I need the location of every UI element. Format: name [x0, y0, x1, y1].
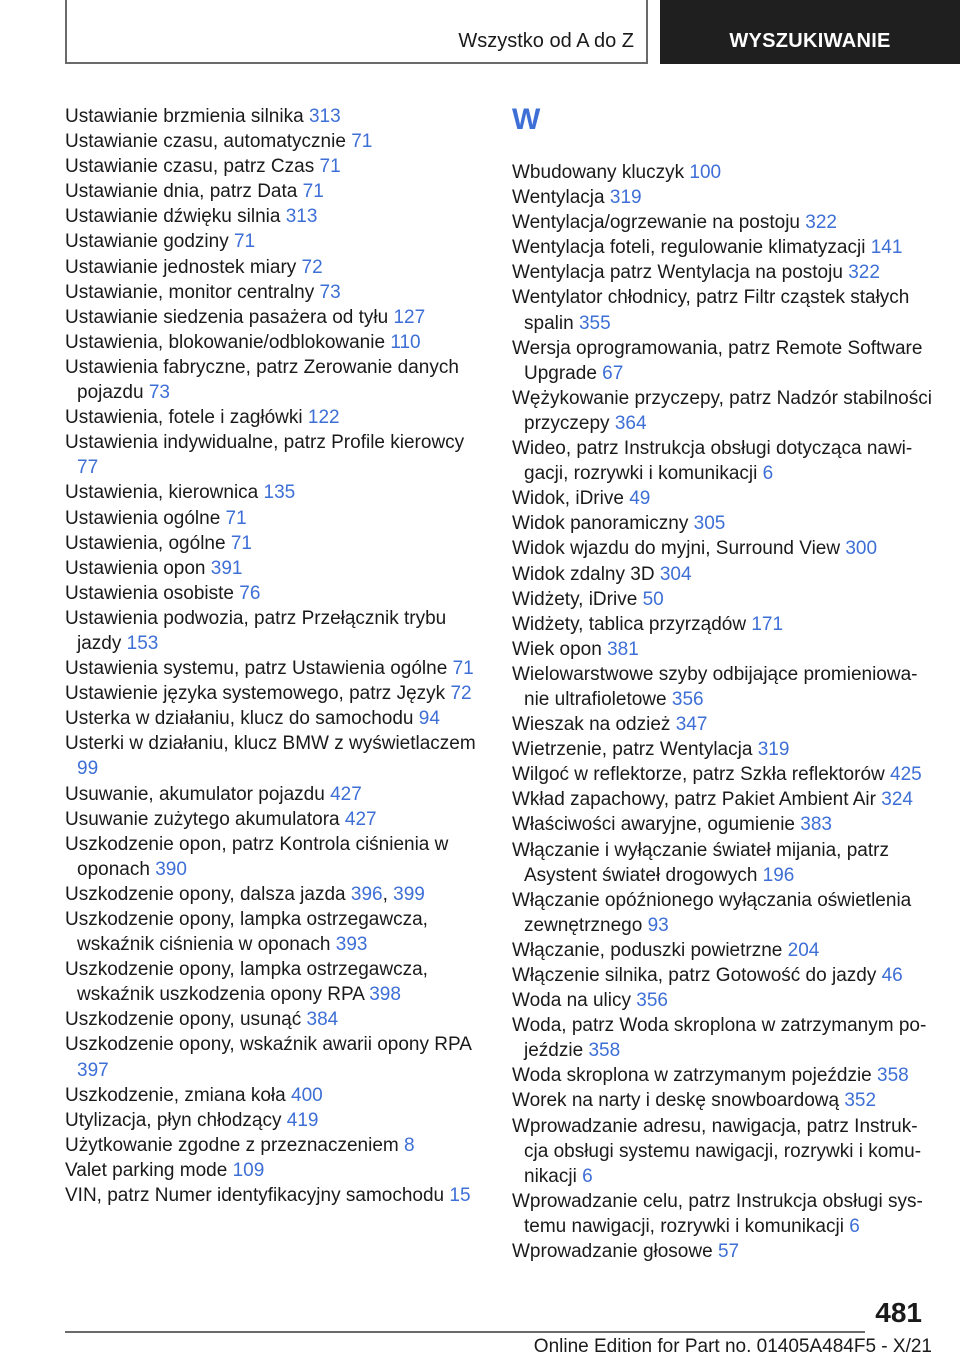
entry-term: Ustawianie dnia, patrz Data [65, 181, 298, 203]
page-reference-link[interactable]: 396 [350, 883, 383, 905]
entry-term: Wentylacja [512, 187, 605, 209]
entry-term: Wideo, patrz Instrukcja obsługi dotycząca nawigacji, rozrywki i komunikacji [512, 438, 913, 485]
page-reference-link[interactable]: 313 [308, 106, 341, 127]
entry-term: Uszkodzenie opony, lampka ostrzegawcza, wskaźnik uszkodzenia opony RPA [65, 959, 428, 1006]
entry-term: Ustawianie, monitor centralny [65, 281, 315, 303]
page-reference-link[interactable]: 93 [647, 914, 669, 936]
page-reference-link[interactable]: 122 [307, 407, 340, 429]
entry-term: Woda, patrz Woda skroplona w zatrzymanym pojeździe [512, 1015, 927, 1062]
page-reference-link[interactable]: 99 [77, 758, 99, 780]
page-reference-link[interactable]: 8 [404, 1134, 415, 1156]
footer-edition: Online Edition for Part no. 01405A484F5 - X/21 [533, 1336, 932, 1357]
index-column-left [65, 104, 477, 1208]
page-reference-link[interactable]: 364 [614, 412, 647, 434]
index-entry [65, 1108, 477, 1133]
index-entry [65, 1007, 477, 1032]
entry-term: Usterki w działaniu, klucz BMW z wyświetlaczem [65, 733, 476, 755]
index-entry [512, 260, 932, 285]
index-entry [65, 606, 477, 656]
page-reference-link[interactable]: 356 [671, 688, 704, 710]
page-reference-link[interactable]: 71 [230, 532, 252, 554]
page-reference-link[interactable]: 399 [393, 883, 425, 905]
entry-term: Wietrzenie, patrz Wentylacja [512, 739, 753, 761]
index-entry [512, 712, 932, 737]
entry-term: Wprowadzanie celu, patrz Instrukcja obsługi systemu nawigacji, rozrywki i komunikacji [512, 1190, 923, 1237]
page-reference-link[interactable]: 6 [849, 1215, 860, 1237]
entry-term: Wiek opon [512, 638, 602, 660]
index-entry [512, 1114, 932, 1189]
index-entry [65, 656, 477, 681]
entry-term: Usuwanie zużytego akumulatora [65, 808, 340, 830]
entry-term: Ustawienia, blokowanie/odblokowanie [65, 331, 386, 353]
index-entry [65, 1032, 477, 1082]
entry-term: Ustawienia systemu, patrz Ustawienia ogólne [65, 658, 448, 680]
index-entry [512, 562, 932, 587]
entry-term: Utylizacja, płyn chłodzący [65, 1109, 282, 1131]
page-reference-link[interactable]: 204 [787, 939, 820, 961]
page-reference-link[interactable]: 72 [301, 256, 323, 278]
page-reference-link[interactable]: 153 [126, 632, 159, 654]
page-reference-link[interactable]: 94 [418, 708, 440, 730]
index-entry [65, 907, 477, 957]
page-reference-link[interactable]: 427 [344, 808, 377, 830]
index-letter-heading: W [512, 103, 541, 136]
index-entry [65, 1083, 477, 1108]
entry-term: Wersja oprogramowania, patrz Remote Software Upgrade [512, 337, 923, 384]
index-entry [512, 737, 932, 762]
entry-term: Ustawienia opon [65, 557, 206, 579]
index-entry [65, 154, 477, 179]
entry-term: Ustawianie brzmienia silnika [65, 106, 304, 127]
page-reference-link[interactable]: 71 [225, 507, 247, 529]
index-entry [65, 255, 477, 280]
page-reference-link[interactable]: 73 [148, 382, 170, 404]
index-entry [65, 531, 477, 556]
entry-term: Wkład zapachowy, patrz Pakiet Ambient Air [512, 789, 876, 811]
index-entry [65, 280, 477, 305]
index-entry [65, 1133, 477, 1158]
index-entry [65, 681, 477, 706]
index-entry [65, 1183, 477, 1208]
entry-term: Ustawianie godziny [65, 231, 229, 253]
page-reference-link[interactable]: 71 [452, 658, 474, 680]
entry-term: Ustawianie czasu, automatycznie [65, 131, 346, 153]
page-reference-link[interactable]: 383 [800, 814, 832, 836]
page-reference-link[interactable]: 355 [578, 312, 611, 334]
index-entry [512, 285, 932, 335]
page-reference-link[interactable]: 397 [77, 1059, 109, 1081]
index-column-right [512, 104, 932, 1264]
entry-term: Ustawienia indywidualne, patrz Profile kierowcy [65, 432, 465, 454]
entry-term: Uszkodzenie opony, wskaźnik awarii opony RPA [65, 1034, 471, 1056]
index-entry [65, 731, 477, 781]
index-entry [512, 386, 932, 436]
page-reference-link[interactable]: 6 [582, 1165, 593, 1187]
page-reference-link[interactable]: 425 [890, 764, 922, 786]
page-reference-link[interactable]: 6 [762, 463, 774, 485]
index-entry [512, 787, 932, 812]
entry-term: Ustawianie jednostek miary [65, 256, 297, 278]
index-entry [65, 506, 477, 531]
index-entry [512, 1063, 932, 1088]
index-entry [512, 587, 932, 612]
entry-term: Valet parking mode [65, 1159, 228, 1181]
index-entry [65, 430, 477, 480]
index-entry [65, 129, 477, 154]
index-entry [65, 807, 477, 832]
tab-section-label: Wszystko od A do Z [458, 30, 634, 52]
entry-term: Ustawienia podwozia, patrz Przełącznik trybu jazdy [65, 607, 447, 654]
index-entry [512, 1239, 932, 1264]
page-reference-link[interactable]: 319 [609, 187, 642, 209]
index-entry [65, 229, 477, 254]
entry-term: Użytkowanie zgodne z przeznaczeniem [65, 1134, 399, 1156]
entry-term: Wężykowanie przyczepy, patrz Nadzór stabilności przyczepy [512, 387, 932, 434]
entry-term: Usuwanie, akumulator pojazdu [65, 783, 325, 805]
page-reference-link[interactable]: 356 [636, 990, 668, 1012]
index-entry [65, 832, 477, 882]
index-entry [65, 355, 477, 405]
page-reference-link[interactable]: 100 [689, 162, 722, 183]
index-entry [512, 210, 932, 235]
page-reference-link[interactable]: 419 [286, 1109, 319, 1131]
entry-term: Ustawienia, fotele i zagłówki [65, 407, 303, 429]
entry-term: Włączanie i wyłączanie świateł mijania, patrz Asystent świateł drogowych [512, 839, 889, 886]
header-tabs [0, 0, 960, 66]
entry-term: Wentylacja/ogrzewanie na postoju [512, 212, 800, 234]
index-entry [512, 536, 932, 561]
page-reference-link[interactable]: 109 [232, 1159, 265, 1181]
page-reference-link[interactable]: 46 [881, 965, 903, 986]
index-entry [512, 235, 932, 260]
index-entry [512, 988, 932, 1013]
entry-term: Widok wjazdu do myjni, Surround View [512, 538, 841, 560]
entry-term: Wentylacja patrz Wentylacja na postoju [512, 262, 843, 284]
index-entry [65, 581, 477, 606]
page-number: 481 [875, 1297, 922, 1328]
entry-term: Włączenie silnika, patrz Gotowość do jazdy [512, 965, 877, 986]
page-reference-link[interactable]: 196 [762, 864, 795, 886]
page-reference-link[interactable]: 390 [155, 858, 187, 880]
index-entry: Uszkodzenie opony, dalsza jazda 396, 399 [65, 883, 425, 905]
page-reference-link[interactable]: 71 [233, 231, 256, 253]
entry-term: Uszkodzenie opony, usunąć [65, 1009, 302, 1031]
page-reference-link[interactable]: 313 [285, 206, 318, 228]
entry-term: Ustawianie siedzenia pasażera od tyłu [65, 306, 389, 328]
entry-term: Włączanie, poduszki powietrzne [512, 939, 783, 961]
page-reference-link[interactable]: 110 [390, 331, 421, 353]
footer-divider [65, 1331, 865, 1333]
entry-term: Wieszak na odzież [512, 714, 671, 736]
index-entry [65, 706, 477, 731]
entry-term: Ustawienia fabryczne, patrz Zerowanie danych pojazdu [65, 356, 459, 404]
page-reference-link[interactable]: 50 [642, 588, 664, 610]
index-entry [65, 179, 477, 204]
page-reference-link[interactable]: 76 [239, 582, 261, 604]
index-entry [512, 938, 932, 963]
entry-term: Wielowarstwowe szyby odbijające promieniowanie ultrafioletowe [512, 663, 918, 710]
index-entry [65, 480, 477, 505]
page-reference-link[interactable]: 304 [659, 563, 692, 585]
index-entry [65, 556, 477, 581]
page-reference-link[interactable]: 305 [693, 513, 726, 535]
entry-term: Uszkodzenie, zmiana koła [65, 1084, 286, 1106]
page-reference-link[interactable]: 398 [369, 984, 401, 1006]
entry-term: Włączanie opóźnionego wyłączania oświetlenia zewnętrznego [512, 889, 912, 936]
index-entry [512, 762, 932, 787]
index-entry [512, 160, 932, 185]
entry-term: Uszkodzenie opony, lampka ostrzegawcza, wskaźnik ciśnienia w oponach [65, 909, 428, 956]
index-entry [65, 305, 477, 330]
page-reference-link[interactable]: 77 [77, 457, 99, 479]
page-reference-link[interactable]: 381 [607, 638, 639, 660]
index-entry [65, 405, 477, 430]
page-reference-link[interactable]: 319 [757, 739, 790, 761]
index-entry [512, 637, 932, 662]
page-reference-link[interactable]: 49 [629, 488, 651, 510]
entry-term: Ustawianie dźwięku silnia [65, 206, 281, 228]
entry-term: Wentylacja foteli, regulowanie klimatyzacji [512, 237, 866, 259]
entry-term: Właściwości awaryjne, ogumienie [512, 814, 795, 836]
entry-term: Widok, iDrive [512, 488, 624, 510]
page-reference-link[interactable]: 352 [844, 1090, 877, 1112]
entry-term: Ustawienia, ogólne [65, 532, 226, 554]
page-reference-link[interactable]: 15 [449, 1185, 471, 1207]
index-entry [65, 104, 477, 129]
page-reference-link[interactable]: 347 [675, 714, 708, 736]
entry-term: Woda skroplona w zatrzymanym pojeździe [512, 1065, 872, 1087]
index-entry [512, 662, 932, 712]
page-reference-link[interactable]: 135 [263, 482, 296, 504]
index-entry [512, 1088, 932, 1113]
page-reference-link[interactable]: 358 [877, 1065, 909, 1087]
page-reference-link[interactable]: 73 [319, 281, 341, 303]
index-entry [65, 204, 477, 229]
entry-term: Wprowadzanie głosowe [512, 1241, 713, 1263]
index-entry [512, 612, 932, 637]
index-entries-right [512, 160, 932, 1264]
index-entry [512, 838, 932, 888]
index-entry [512, 812, 932, 837]
index-entry [65, 782, 477, 807]
index-entry [512, 185, 932, 210]
index-entry [512, 486, 932, 511]
entry-term: Widżety, tablica przyrządów [512, 613, 747, 635]
entry-term: Widżety, iDrive [512, 588, 638, 610]
index-entry [512, 1189, 932, 1239]
entry-term: Wbudowany kluczyk [512, 162, 685, 183]
entry-term: Ustawienia, kierownica [65, 482, 259, 504]
index-entry [512, 511, 932, 536]
page-reference-link[interactable]: 127 [393, 306, 426, 328]
page-reference-link[interactable]: 322 [848, 262, 880, 284]
page-reference-link[interactable]: 71 [302, 181, 324, 203]
index-entry [65, 957, 477, 1007]
tab-section[interactable] [65, 0, 648, 64]
page-reference-link[interactable]: 358 [588, 1040, 621, 1062]
index-entry [65, 330, 477, 355]
entry-term: Wilgoć w reflektorze, patrz Szkła reflektorów [512, 764, 885, 786]
page-reference-link[interactable]: 324 [881, 789, 913, 811]
entry-term: Ustawianie czasu, patrz Czas [65, 156, 315, 178]
entry-term: Widok panoramiczny [512, 513, 689, 535]
entry-term: Uszkodzenie opon, patrz Kontrola ciśnienia w oponach [65, 833, 449, 880]
index-entry [65, 1158, 477, 1183]
index-entry [512, 963, 932, 988]
page-reference-link[interactable]: 57 [717, 1241, 740, 1263]
page-reference-link[interactable]: 300 [845, 538, 878, 560]
tab-search-label: WYSZUKIWANIE [729, 30, 891, 52]
index-entry [512, 336, 932, 386]
entry-term: Wprowadzanie adresu, nawigacja, patrz Instrukcja obsługi systemu nawigacji, rozrywki i komunikacji [512, 1115, 922, 1187]
entry-term: Woda na ulicy [512, 990, 631, 1012]
index-entry [512, 436, 932, 486]
entry-term: Worek na narty i deskę snowboardową [512, 1090, 840, 1112]
page-reference-link[interactable]: 71 [319, 156, 341, 178]
entry-term: Widok zdalny 3D [512, 563, 655, 585]
entry-term: VIN, patrz Numer identyfikacyjny samochodu [65, 1185, 445, 1207]
page-reference-link[interactable]: 71 [351, 131, 373, 153]
page-reference-link[interactable]: 72 [450, 683, 472, 705]
entry-term: Ustawienia ogólne [65, 507, 221, 529]
entry-term: Usterka w działaniu, klucz do samochodu [65, 708, 414, 730]
index-entry [512, 1013, 932, 1063]
page-reference-link[interactable]: 384 [306, 1009, 339, 1031]
page-reference-link[interactable]: 400 [291, 1084, 323, 1106]
entry-term: Wentylator chłodnicy, patrz Filtr cząstek stałych spalin [512, 287, 910, 334]
page-reference-link[interactable]: 393 [335, 934, 368, 956]
index-entry [512, 888, 932, 938]
page-reference-link[interactable]: 141 [870, 237, 903, 259]
tab-search[interactable] [660, 0, 960, 64]
entry-term: Uszkodzenie opony, dalsza jazda [65, 883, 346, 905]
page-reference-link[interactable]: 322 [805, 212, 837, 234]
page-reference-link[interactable]: 427 [330, 783, 362, 805]
page-reference-link[interactable]: 391 [210, 557, 243, 579]
entry-term: Ustawienia osobiste [65, 582, 234, 604]
page-reference-link[interactable]: 171 [751, 613, 784, 635]
page-reference-link[interactable]: 67 [602, 362, 624, 384]
entry-term: Ustawienie języka systemowego, patrz Język [65, 683, 446, 705]
